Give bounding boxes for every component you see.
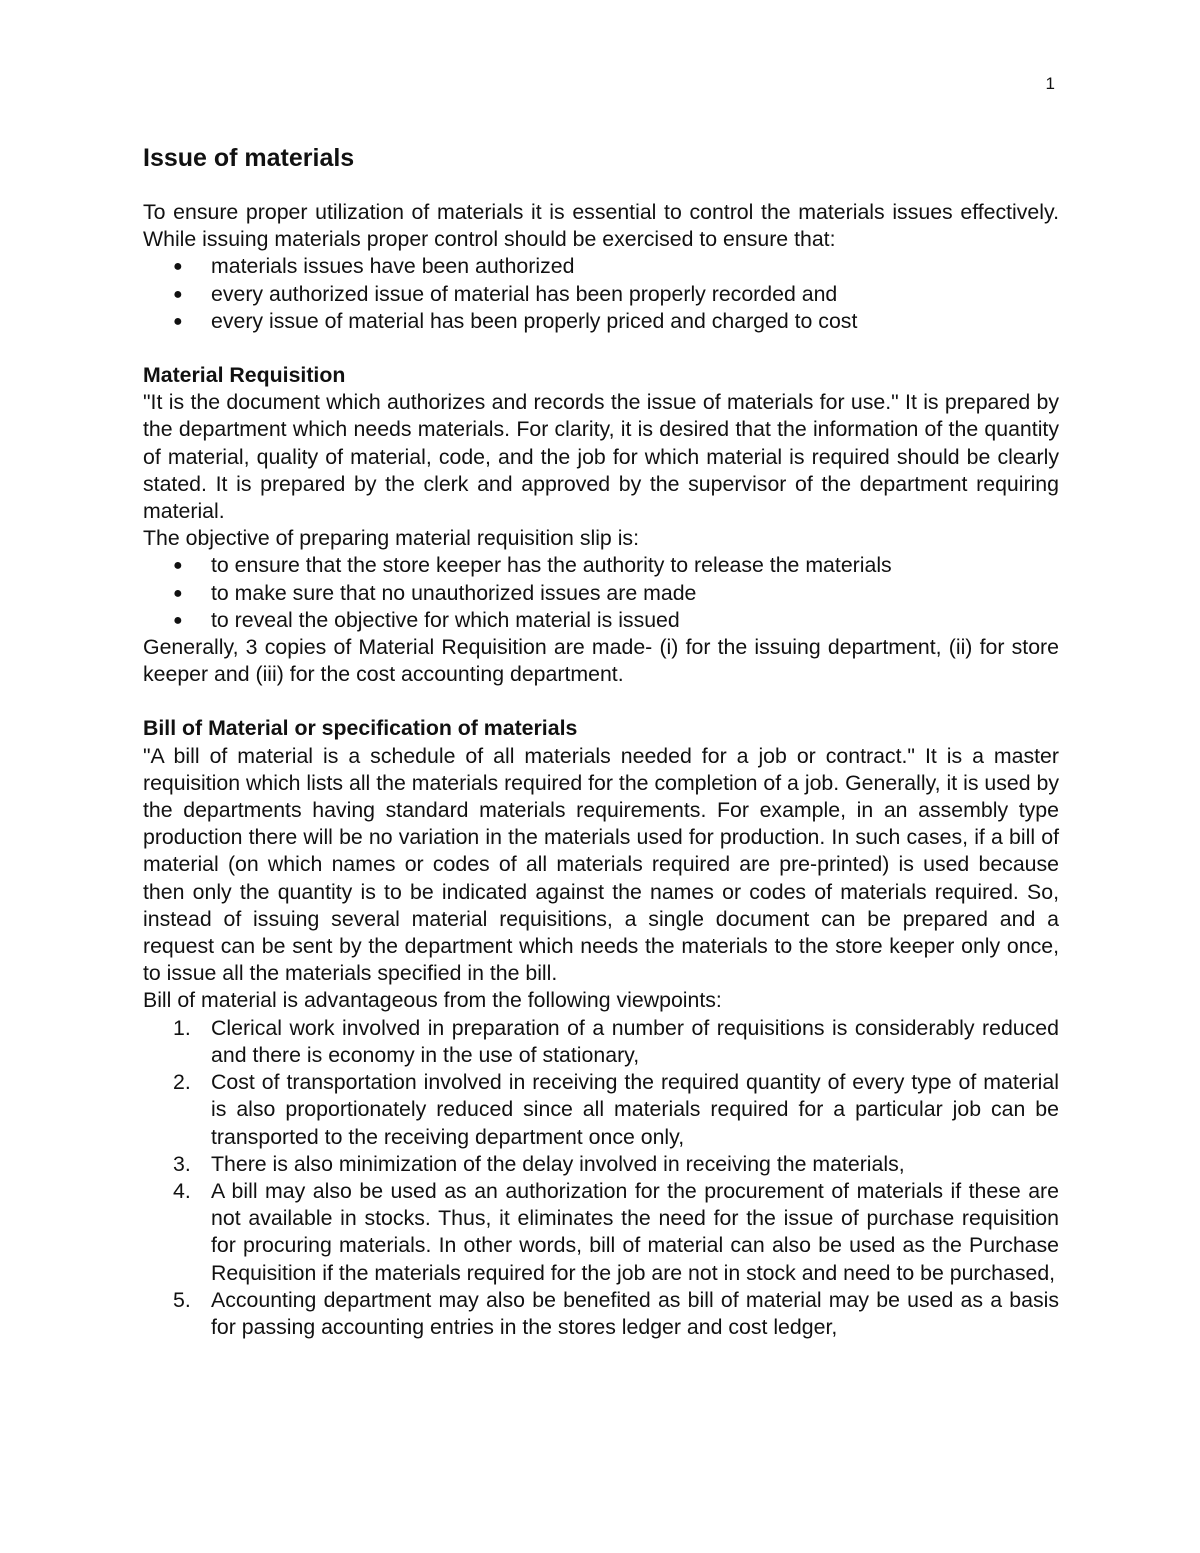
section-heading-material-requisition: Material Requisition (143, 363, 346, 388)
list-item: ● to ensure that the store keeper has the authority to release the materials (143, 552, 1059, 579)
list-number: 2. (173, 1070, 191, 1095)
list-item: ● materials issues have been authorized (143, 253, 1059, 280)
page-number: 1 (1045, 74, 1055, 93)
list-item: ● to make sure that no unauthorized issues are made (143, 580, 1059, 607)
list-item: 3. There is also minimization of the delay involved in receiving the materials, (143, 1151, 1059, 1178)
section-heading-bill-of-material: Bill of Material or specification of materials (143, 716, 578, 741)
document-body (143, 142, 1059, 1341)
list-number: 5. (173, 1287, 191, 1312)
advantages-intro: Bill of material is advantageous from the following viewpoints: (143, 988, 722, 1013)
intro-paragraph: To ensure proper utilization of materials it is essential to control the materials issues effectively. While issuing materials proper control should be exercised to ensure that: (143, 200, 1059, 252)
bullet-icon: ● (173, 258, 183, 276)
list-item: 5. Accounting department may also be benefited as bill of material may be used as a basis for passing accounting entries in the stores ledger and cost ledger, (173, 1287, 1059, 1339)
material-requisition-paragraph: "It is the document which authorizes and records the issue of materials for use." It is prepared by the department which needs materials. For clarity, it is desired that the information of the quantity of material, quality of material, code, and the job for which material is required should be clearly stated. It is prepared by the clerk and approved by the supervisor of the department requiring material. (143, 390, 1059, 524)
bullet-icon: ● (173, 557, 183, 575)
bill-of-material-paragraph: "A bill of material is a schedule of all materials needed for a job or contract." It is a master requisition which lists all the materials required for the completion of a job. Generally, it is used by the departments having standard materials requirements. For example, in an assembly type production there will be no variation in the materials used for production. In such cases, if a bill of material (on which names or codes of all materials required are pre-printed) is used because then only the quantity is to be indicated against the names or codes of materials required. So, instead of issuing several material requisitions, a single document can be prepared and a request can be sent by the department which needs the materials to the store keeper only once, to issue all the materials specified in the bill. (143, 743, 1059, 986)
list-item: ● every issue of material has been properly priced and charged to cost (143, 308, 1059, 335)
advantages-list (143, 1015, 1059, 1341)
bullet-icon: ● (173, 312, 183, 330)
objective-intro: The objective of preparing material requisition slip is: (143, 526, 639, 551)
document-title: Issue of materials (143, 144, 355, 172)
bullet-icon: ● (173, 611, 183, 629)
list-item: 4. A bill may also be used as an authorization for the procurement of materials if these are not available in stocks. Thus, it eliminates the need for the issue of purchase requisition for procuring materials. In other words, bill of material can also be used as the Purchase Requisition if the materials required for the job are not in stock and need to be purchased, (173, 1178, 1059, 1285)
section-gap (143, 688, 1059, 715)
section-gap (143, 335, 1059, 362)
list-item: 1. Clerical work involved in preparation of a number of requisitions is considerably reduced and there is economy in the use of stationary, (173, 1015, 1059, 1067)
objective-bullet-list (143, 552, 1059, 634)
copies-paragraph: Generally, 3 copies of Material Requisition are made- (i) for the issuing department, (ii) for store keeper and (iii) for the cost accounting department. (143, 635, 1059, 687)
list-number: 1. (173, 1015, 191, 1040)
list-item: ● to reveal the objective for which material is issued (143, 607, 1059, 634)
list-item: 2. Cost of transportation involved in receiving the required quantity of every type of material is also proportionately reduced since all materials required for a particular job can be transported to the receiving department once only, (173, 1070, 1059, 1149)
list-number: 3. (173, 1151, 191, 1176)
intro-bullet-list (143, 253, 1059, 335)
bullet-icon: ● (173, 584, 183, 602)
bullet-icon: ● (173, 285, 183, 303)
list-item: ● every authorized issue of material has been properly recorded and (143, 281, 1059, 308)
list-number: 4. (173, 1178, 191, 1203)
